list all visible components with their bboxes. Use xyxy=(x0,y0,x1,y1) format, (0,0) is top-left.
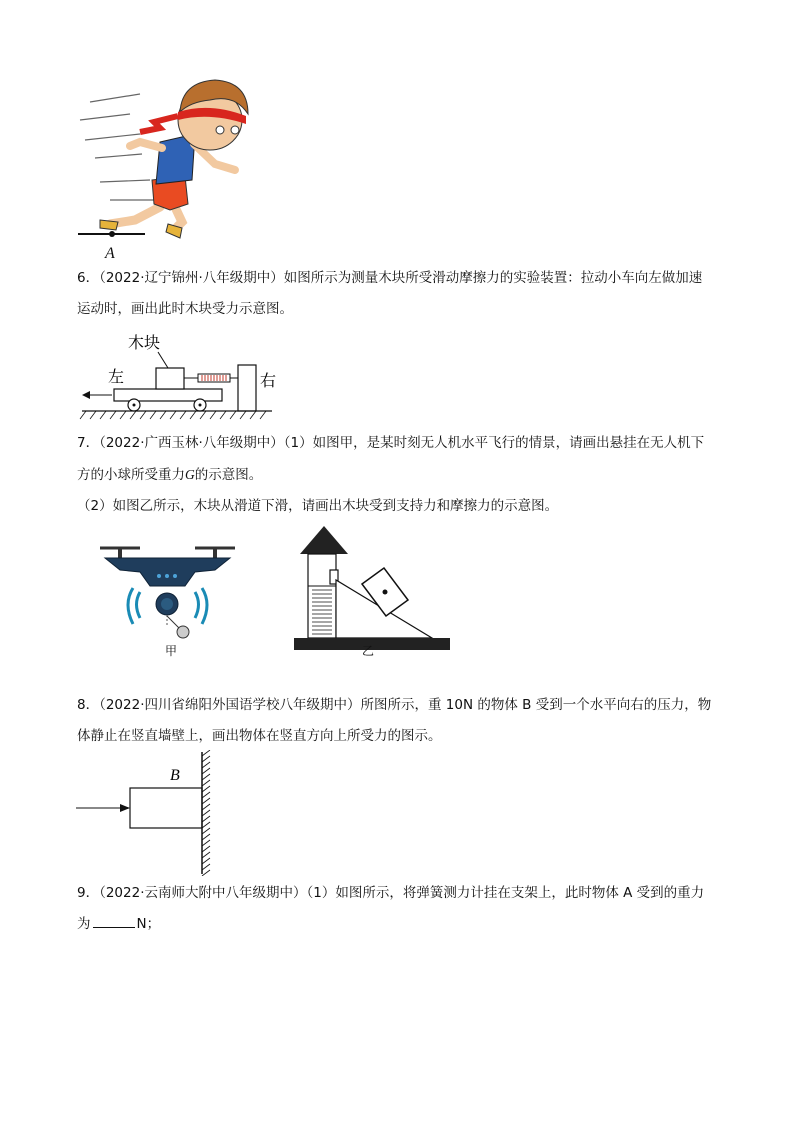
q6-line2: 运动时，画出此时木块受力示意图。 xyxy=(77,301,293,317)
question-8 xyxy=(77,690,717,752)
q8-wall-figure xyxy=(74,750,224,876)
fig-a-caption: 甲 xyxy=(165,644,178,658)
block-b xyxy=(130,788,202,828)
question-6 xyxy=(77,263,717,325)
slide-figure xyxy=(292,522,452,654)
q9-line2: 为 N； xyxy=(77,909,717,940)
fig-b-caption: 乙 xyxy=(362,644,375,658)
q7-line1: 7．（2022·广西玉林·八年级期中）（1）如图甲，是某时刻无人机水平飞行的情景，请画出悬挂在无人机下 xyxy=(77,435,705,451)
q6-line1: 6．（2022·辽宁锦州·八年级期中）如图所示为测量木块所受滑动摩擦力的实验装置：拉动小车向左做加速 xyxy=(77,270,703,286)
right-label: 右 xyxy=(260,371,277,390)
hanging-ball xyxy=(177,626,189,638)
q9-line1: 9．（2022·云南师大附中八年级期中）（1）如图所示，将弹簧测力计挂在支架上，此时物体 A 受到的重力 xyxy=(77,885,705,901)
question-9 xyxy=(77,878,717,940)
answer-blank[interactable] xyxy=(93,913,135,928)
runner-figure xyxy=(70,72,260,262)
block-b-label: B xyxy=(170,767,180,784)
q7-line3: （2）如图乙所示，木块从滑道下滑，请画出木块受到支持力和摩擦力的示意图。 xyxy=(77,498,559,514)
point-a-label: A xyxy=(105,245,115,262)
drone-figure xyxy=(95,542,240,642)
tower xyxy=(308,554,336,638)
cart-body xyxy=(114,389,222,401)
drone-body xyxy=(105,558,230,586)
q8-line1: 8．（2022·四川省绵阳外国语学校八年级期中）所图所示，重 10N 的物体 B 受到一个水平向右的压力，物 xyxy=(77,697,712,713)
point-a-dot xyxy=(109,231,115,237)
q6-cart-figure xyxy=(76,330,286,425)
left-label: 左 xyxy=(108,367,125,386)
fixed-post xyxy=(238,365,256,411)
question-7 xyxy=(77,428,717,522)
q8-line2: 体静止在竖直墙壁上，画出物体在竖直方向上所受力的图示。 xyxy=(77,728,442,744)
block-label: 木块 xyxy=(128,333,161,352)
q7-line2: 方的小球所受重力G的示意图。 xyxy=(77,467,263,483)
wood-block xyxy=(156,368,184,389)
tower-roof xyxy=(300,526,348,554)
